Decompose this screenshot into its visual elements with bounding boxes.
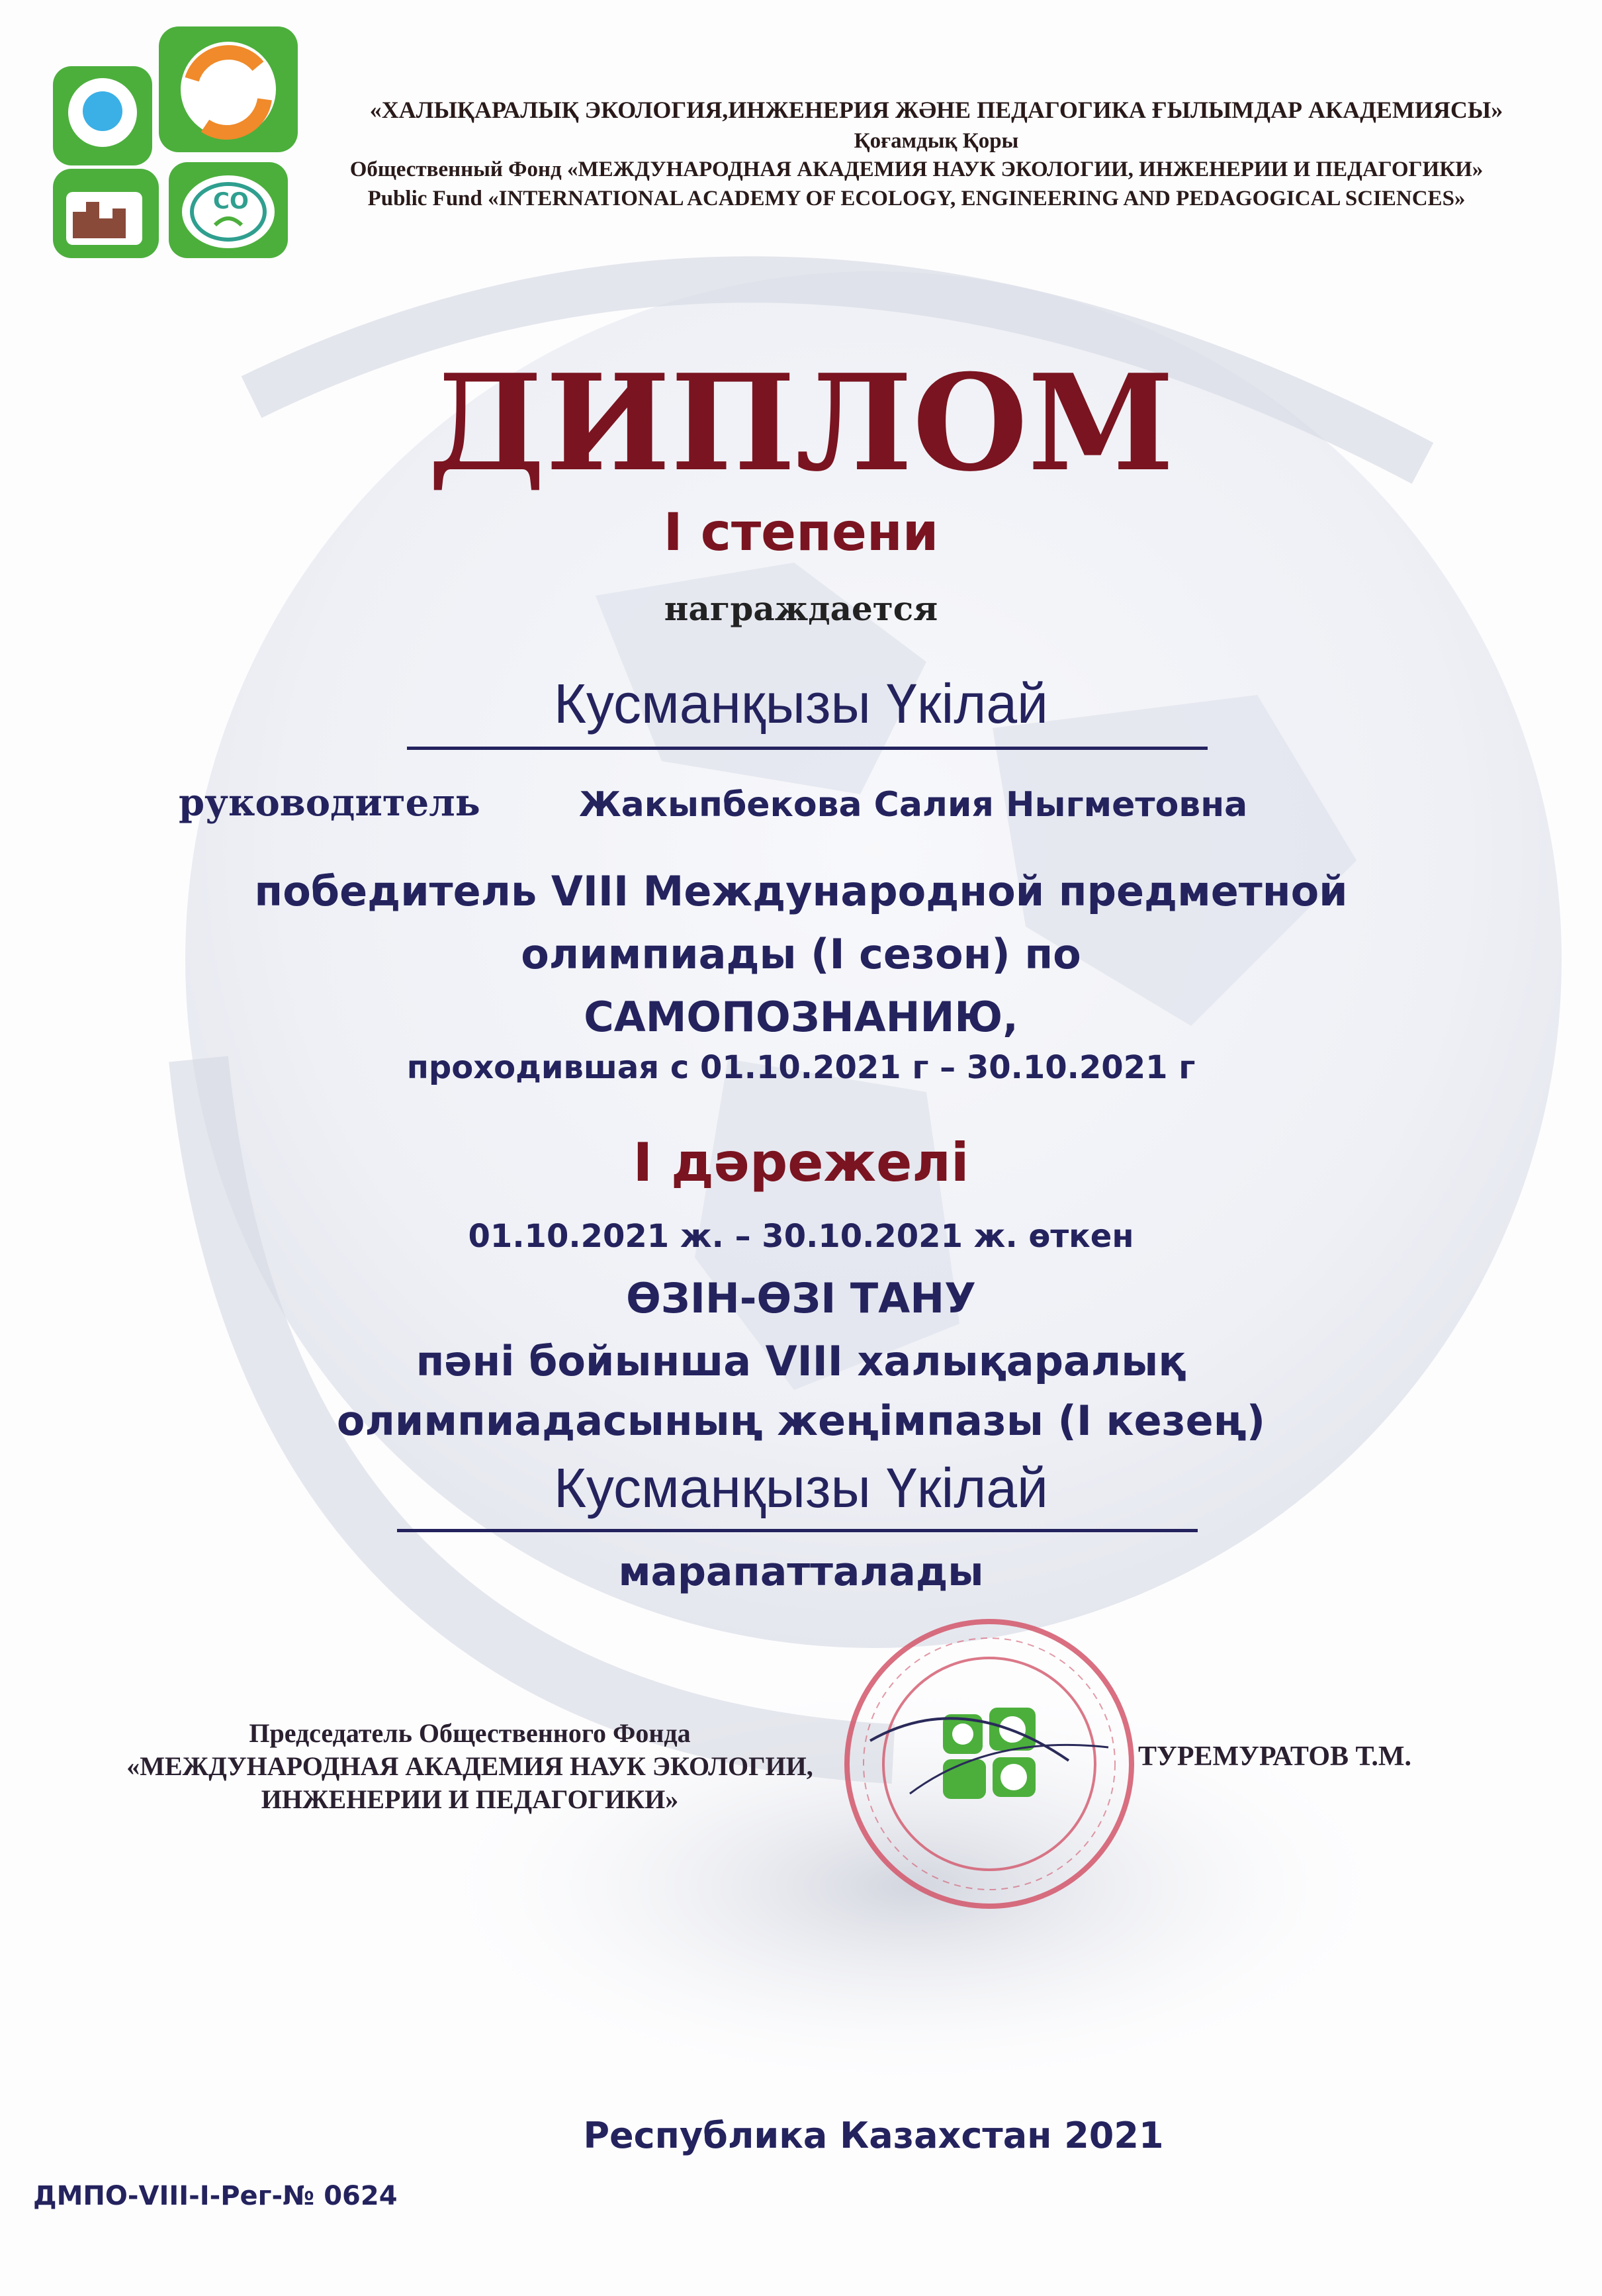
recipient-name-kazakh: Кусманқызы Үкілай <box>554 1457 1048 1519</box>
round-seal-stamp-icon <box>830 1608 1148 1919</box>
subject-kazakh: ӨЗІН-ӨЗІ ТАНУ <box>626 1274 976 1322</box>
header-russian-line: Общественный Фонд «МЕЖДУНАРОДНАЯ АКАДЕМИЯ НАУК ЭКОЛОГИИ, ИНЖЕНЕРИИ И ПЕДАГОГИКИ» <box>349 158 1484 181</box>
svg-text:CO: CO <box>213 188 249 214</box>
degree-russian: I степени <box>663 503 939 563</box>
awarded-russian: награждается <box>664 589 938 628</box>
supervisor-name: Жакыпбекова Салия Ныгметовна <box>579 785 1248 825</box>
signatory-title-3: ИНЖЕНЕРИИ И ПЕДАГОГИКИ» <box>261 1784 679 1814</box>
degree-kazakh: I дәрежелі <box>633 1132 969 1193</box>
diploma-title: ДИПЛОМ <box>427 345 1175 501</box>
signatory-name: ТУРЕМУРАТОВ Т.М. <box>1138 1741 1411 1772</box>
place-year: Республика Казахстан 2021 <box>583 2115 1164 2156</box>
recipient-name: Кусманқызы Үкілай <box>554 672 1048 735</box>
header-kazakh-line: «ХАЛЫҚАРАЛЫҚ ЭКОЛОГИЯ,ИНЖЕНЕРИЯ ЖӘНЕ ПЕДАГОГИКА ҒЫЛЫМДАР АКАДЕМИЯСЫ» <box>369 97 1503 123</box>
kazakh-line-2: олимпиадасының жеңімпазы (I кезең) <box>336 1397 1266 1445</box>
recipient-kazakh-underline <box>397 1529 1198 1532</box>
awarded-kazakh: марапатталады <box>618 1549 984 1595</box>
dates-kazakh: 01.10.2021 ж. – 30.10.2021 ж. өткен <box>468 1218 1134 1255</box>
signatory-title-2: «МЕЖДУНАРОДНАЯ АКАДЕМИЯ НАУК ЭКОЛОГИИ, <box>126 1751 813 1781</box>
academy-logo-icon <box>40 13 318 268</box>
header-english-line: Public Fund «INTERNATIONAL ACADEMY OF ECOLOGY, ENGINEERING AND PEDAGOGICAL SCIENCES» <box>367 187 1466 210</box>
registration-number: ДМПО-VIII-I-Рег-№ 0624 <box>33 2181 398 2211</box>
header-kazakh-fund: Қоғамдық Қоры <box>854 129 1019 153</box>
subject-russian: САМОПОЗНАНИЮ, <box>584 993 1018 1041</box>
dates-russian: проходившая с 01.10.2021 г – 30.10.2021 г <box>406 1049 1196 1086</box>
winner-line-1: победитель VIII Международной предметной <box>254 867 1348 915</box>
signatory-title-1: Председатель Общественного Фонда <box>249 1718 691 1748</box>
winner-line-2: олимпиады (I сезон) по <box>521 930 1081 978</box>
kazakh-line-1: пәні бойынша VIII халықаралық <box>416 1337 1186 1385</box>
supervisor-label: руководитель <box>179 781 480 825</box>
recipient-underline <box>407 747 1208 750</box>
